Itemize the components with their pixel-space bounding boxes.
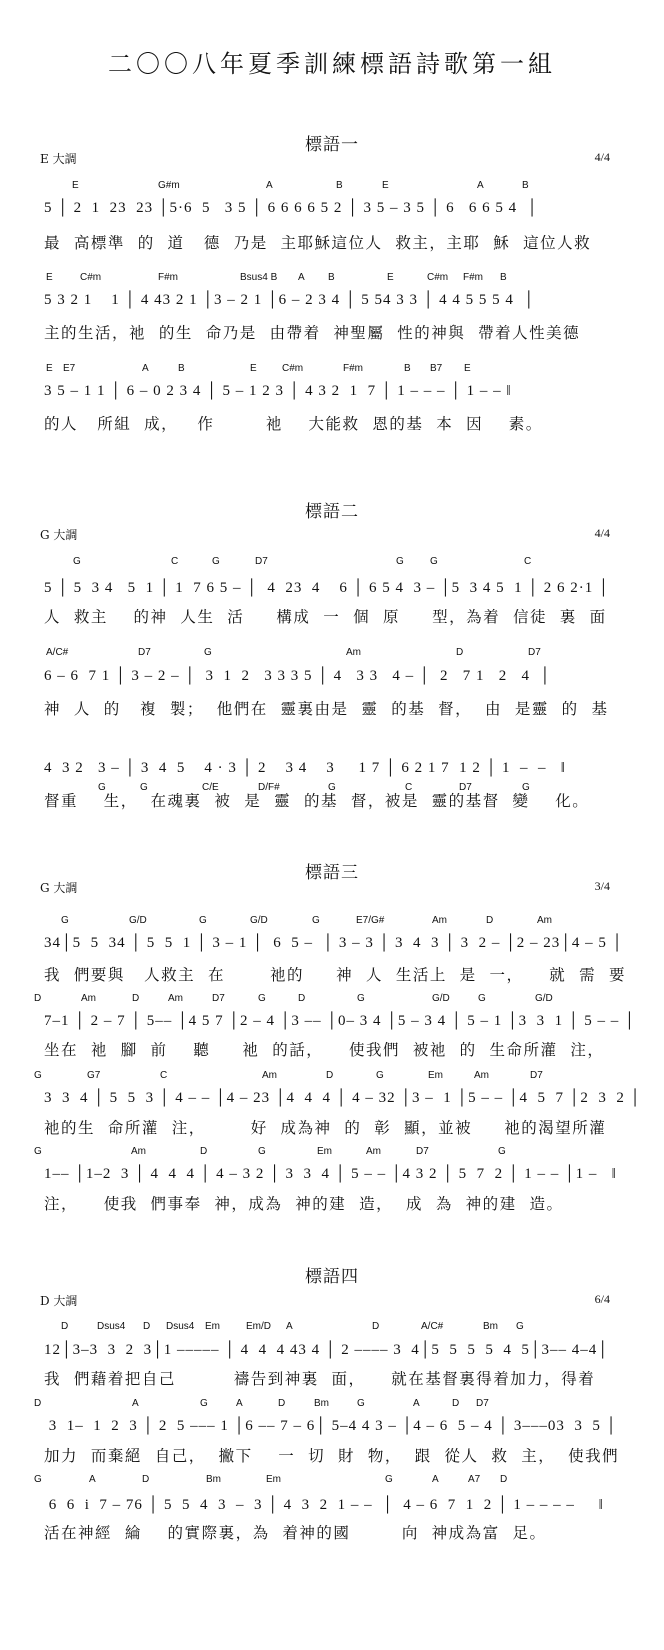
chord-symbol: C#m xyxy=(427,272,449,283)
chord-symbol: D7 xyxy=(476,1398,489,1409)
chord-symbol: F#m xyxy=(343,363,363,374)
key-signature: E 大調 xyxy=(40,152,77,166)
notation-line: 5 │ 2 1 23 23 │5·6 5 3 5 │ 6 6 6 6 5 2 │ 3 5 – 3 5 │ 6 6 6 5 4 │ xyxy=(44,200,539,216)
chord-symbol: Bm xyxy=(483,1321,498,1332)
chord-symbol: D xyxy=(34,1398,42,1409)
chord-symbol: A/C# xyxy=(421,1321,444,1332)
key-signature: D 大調 xyxy=(40,1294,78,1308)
chord-symbol: G xyxy=(385,1474,393,1485)
chord-line xyxy=(0,993,664,1007)
chord-symbol: Em xyxy=(317,1146,332,1157)
chord-symbol: C xyxy=(171,556,179,567)
time-signature: 4/4 xyxy=(594,150,610,164)
section-heading: 標語一 xyxy=(305,135,359,155)
chord-symbol: D xyxy=(278,1398,286,1409)
lyrics-line: 督重 生， 在魂裏 被 是 靈 的基 督，被是 靈的基督 變 化。 xyxy=(44,792,590,810)
chord-symbol: C xyxy=(160,1070,168,1081)
chord-symbol: D xyxy=(34,993,42,1004)
chord-symbol: A xyxy=(477,180,484,191)
chord-symbol: G xyxy=(478,993,486,1004)
chord-symbol: Am xyxy=(537,915,552,926)
lyrics-line: 祂的生 命所灌 注， 好 成為神 的 彰 顯，並被 祂的渴望所灌 xyxy=(44,1119,607,1137)
lyrics-line: 注， 使我 們事奉 神，成為 神的建 造， 成 為 神的建 造。 xyxy=(44,1195,564,1213)
lyrics-line: 最 高標準 的 道 德 乃是 主耶穌這位人 救主，主耶 穌 這位人救 xyxy=(44,234,592,252)
chord-symbol: G xyxy=(258,1146,266,1157)
chord-symbol: Bm xyxy=(206,1474,221,1485)
chord-symbol: D7 xyxy=(416,1146,429,1157)
chord-symbol: D7 xyxy=(459,782,472,793)
chord-symbol: E xyxy=(46,272,53,283)
chord-symbol: G#m xyxy=(158,180,180,191)
chord-symbol: B xyxy=(404,363,411,374)
lyrics-line: 人 救主 的神 人生 活 構成 一 個 原 型，為着 信徒 裏 面 xyxy=(44,608,607,626)
chord-symbol: G xyxy=(312,915,320,926)
lyrics-line: 神 人 的 複 製； 他們在 靈裏由是 靈 的基 督， 由 是靈 的 基 xyxy=(44,700,609,718)
chord-symbol: Dsus4 xyxy=(166,1321,195,1332)
chord-symbol: G xyxy=(140,782,148,793)
chord-symbol: Em/D xyxy=(246,1321,271,1332)
chord-line xyxy=(0,1474,664,1488)
chord-symbol: G xyxy=(200,1398,208,1409)
chord-symbol: G xyxy=(98,782,106,793)
chord-symbol: D/F# xyxy=(258,782,280,793)
chord-symbol: D xyxy=(61,1321,69,1332)
chord-symbol: G xyxy=(212,556,220,567)
chord-symbol: D xyxy=(142,1474,150,1485)
chord-symbol: G xyxy=(258,993,266,1004)
section-heading: 標語二 xyxy=(305,502,359,522)
notation-line: 6 6 i 7 – 76 │ 5 5 4 3 – 3 │ 4 3 2 1 – – │ 4 – 6 7 1 2 │ 1 – – – – ‖ xyxy=(44,1497,604,1513)
chord-symbol: G xyxy=(204,647,212,658)
time-signature: 3/4 xyxy=(594,879,610,893)
chord-symbol: F#m xyxy=(158,272,178,283)
chord-line xyxy=(0,647,664,661)
chord-symbol: D xyxy=(456,647,464,658)
page-title: 二〇〇八年夏季訓練標語詩歌第一組 xyxy=(108,50,556,78)
chord-symbol: D xyxy=(200,1146,208,1157)
chord-symbol: C xyxy=(405,782,413,793)
chord-symbol: A xyxy=(266,180,273,191)
chord-symbol: D xyxy=(326,1070,334,1081)
chord-symbol: G xyxy=(376,1070,384,1081)
chord-symbol: A xyxy=(413,1398,420,1409)
chord-symbol: E xyxy=(72,180,79,191)
chord-symbol: B7 xyxy=(430,363,443,374)
notation-line: 4 3 2 3 – │ 3 4 5 4 · 3 │ 2 3 4 3 1 7 │ 6 2 1 7 1 2 │ 1 – – ‖ xyxy=(44,760,566,776)
chord-line xyxy=(0,1146,664,1160)
chord-symbol: D7 xyxy=(530,1070,543,1081)
chord-line xyxy=(0,556,664,570)
notation-line: 6 – 6 7 1 │ 3 – 2 – │ 3 1 2 3 3 3 5 │ 4 3 3 4 – │ 2 7 1 2 4 │ xyxy=(44,668,552,684)
chord-symbol: Am xyxy=(432,915,447,926)
chord-symbol: Dsus4 xyxy=(97,1321,126,1332)
chord-line xyxy=(0,1398,664,1412)
notation-line: 7–1 │ 2 – 7 │ 5–– │4 5 7 │2 – 4 │3 –– │0– 3 4 │5 – 3 4 │ 5 – 1 │3 3 1 │ 5 – – │ xyxy=(44,1013,636,1029)
chord-symbol: E7/G# xyxy=(356,915,385,926)
chord-symbol: A xyxy=(142,363,149,374)
chord-symbol: C#m xyxy=(80,272,102,283)
chord-symbol: D xyxy=(143,1321,151,1332)
key-signature: G 大調 xyxy=(40,528,78,542)
chord-symbol: G xyxy=(34,1070,42,1081)
lyrics-line: 我 們要與 人救主 在 祂的 神 人 生活上 是 一， 就 需 要 xyxy=(44,966,626,984)
lyrics-line: 加力 而棄絕 自己， 撇下 一 切 財 物， 跟 從人 救 主， 使我們 xyxy=(44,1447,620,1465)
chord-line xyxy=(0,915,664,929)
chord-symbol: G xyxy=(61,915,69,926)
chord-symbol: B xyxy=(328,272,335,283)
notation-line: 3 3 4 │ 5 5 3 │ 4 – – │4 – 23 │4 4 4 │ 4 – 32 │3 – 1 │5 – – │4 5 7 │2 3 2 │ xyxy=(44,1090,642,1106)
chord-symbol: A xyxy=(298,272,305,283)
chord-symbol: G xyxy=(498,1146,506,1157)
chord-symbol: Am xyxy=(81,993,96,1004)
key-signature: G 大調 xyxy=(40,881,78,895)
chord-symbol: B xyxy=(336,180,343,191)
chord-symbol: D xyxy=(132,993,140,1004)
chord-symbol: G xyxy=(430,556,438,567)
chord-symbol: G xyxy=(34,1474,42,1485)
chord-symbol: G xyxy=(357,1398,365,1409)
chord-line xyxy=(0,272,664,286)
chord-symbol: E7 xyxy=(63,363,76,374)
chord-symbol: G/D xyxy=(535,993,553,1004)
chord-symbol: C xyxy=(524,556,532,567)
chord-symbol: D xyxy=(486,915,494,926)
chord-line xyxy=(0,363,664,377)
chord-symbol: A xyxy=(89,1474,96,1485)
chord-symbol: D xyxy=(298,993,306,1004)
chord-symbol: Am xyxy=(168,993,183,1004)
chord-symbol: Em xyxy=(205,1321,220,1332)
chord-symbol: G xyxy=(199,915,207,926)
chord-symbol: D7 xyxy=(212,993,225,1004)
chord-line xyxy=(0,1321,664,1335)
time-signature: 6/4 xyxy=(594,1292,610,1306)
chord-symbol: Am xyxy=(474,1070,489,1081)
chord-symbol: B xyxy=(500,272,507,283)
chord-symbol: A7 xyxy=(468,1474,481,1485)
time-signature: 4/4 xyxy=(594,526,610,540)
chord-symbol: A xyxy=(132,1398,139,1409)
chord-symbol: Am xyxy=(131,1146,146,1157)
notation-line: 12│3–3 3 2 3│1 ––––– │ 4 4 4 43 4 │ 2 –––– 3 4│5 5 5 5 4 5│3–– 4–4│ xyxy=(44,1342,609,1358)
chord-symbol: F#m xyxy=(463,272,483,283)
chord-symbol: G xyxy=(522,782,530,793)
chord-line xyxy=(0,1070,664,1084)
notation-line: 1–– │1–2 3 │ 4 4 4 │ 4 – 3 2 │ 3 3 4 │ 5 – – │4 3 2 │ 5 7 2 │ 1 – – │1 – ‖ xyxy=(44,1166,617,1182)
chord-symbol: G xyxy=(73,556,81,567)
chord-symbol: D xyxy=(452,1398,460,1409)
lyrics-line: 我 們藉着把自己 禱告到神裏 面， 就在基督裏得着加力，得着 xyxy=(44,1370,596,1388)
chord-symbol: Bm xyxy=(314,1398,329,1409)
chord-symbol: A/C# xyxy=(46,647,69,658)
notation-line: 3 1– 1 2 3 │ 2 5 ––– 1 │6 –– 7 – 6│ 5–4 4 3 – │4 – 6 5 – 4 │ 3–––03 3 5 │ xyxy=(44,1418,618,1434)
chord-symbol: G xyxy=(328,782,336,793)
chord-symbol: B xyxy=(522,180,529,191)
chord-symbol: E xyxy=(387,272,394,283)
chord-symbol: G/D xyxy=(250,915,268,926)
chord-symbol: E xyxy=(382,180,389,191)
chord-symbol: Am xyxy=(346,647,361,658)
chord-symbol: A xyxy=(286,1321,293,1332)
chord-symbol: B xyxy=(178,363,185,374)
lyrics-line: 的人 所組 成， 作 祂 大能救 恩的基 本 因 素。 xyxy=(44,415,543,433)
chord-line xyxy=(0,180,664,194)
notation-line: 5 │ 5 3 4 5 1 │ 1 7 6 5 – │ 4 23 4 6 │ 6 5 4 3 – │5 3 4 5 1 │ 2 6 2·1 │ xyxy=(44,580,610,596)
chord-symbol: Bsus4 B xyxy=(240,272,278,283)
chord-symbol: G xyxy=(34,1146,42,1157)
lyrics-line: 主的生活，祂 的生 命乃是 由帶着 神聖屬 性的神與 帶着人性美德 xyxy=(44,324,581,342)
chord-symbol: Em xyxy=(266,1474,281,1485)
chord-symbol: Am xyxy=(366,1146,381,1157)
chord-symbol: D xyxy=(372,1321,380,1332)
chord-symbol: D xyxy=(500,1474,508,1485)
chord-symbol: Em xyxy=(428,1070,443,1081)
chord-symbol: E xyxy=(250,363,257,374)
chord-symbol: G xyxy=(357,993,365,1004)
chord-symbol: D7 xyxy=(255,556,268,567)
chord-symbol: G xyxy=(396,556,404,567)
section-heading: 標語四 xyxy=(305,1267,359,1287)
chord-symbol: G7 xyxy=(87,1070,101,1081)
lyrics-line: 活在神經 綸 的實際裏，為 着神的國 向 神成為富 足。 xyxy=(44,1524,547,1542)
chord-symbol: A xyxy=(236,1398,243,1409)
chord-symbol: E xyxy=(464,363,471,374)
notation-line: 5 3 2 1 1 │ 4 43 2 1 │3 – 2 1 │6 – 2 3 4 │ 5 54 3 3 │ 4 4 5 5 5 4 │ xyxy=(44,292,536,308)
chord-symbol: D7 xyxy=(138,647,151,658)
chord-symbol: A xyxy=(432,1474,439,1485)
notation-line: 34│5 5 34 │ 5 5 1 │ 3 – 1 │ 6 5 – │ 3 – 3 │ 3 4 3 │ 3 2 – │2 – 23│4 – 5 │ xyxy=(44,935,624,951)
lyrics-line: 坐在 祂 腳 前 聽 祂 的話， 使我們 被祂 的 生命所灌 注， xyxy=(44,1041,605,1059)
chord-symbol: G/D xyxy=(432,993,450,1004)
chord-symbol: E xyxy=(46,363,53,374)
notation-line: 3 5 – 1 1 │ 6 – 0 2 3 4 │ 5 – 1 2 3 │ 4 3 2 1 7 │ 1 – – – │ 1 – – ‖ xyxy=(44,383,512,399)
chord-symbol: G/D xyxy=(129,915,147,926)
chord-symbol: C#m xyxy=(282,363,304,374)
section-heading: 標語三 xyxy=(305,863,359,883)
chord-symbol: D7 xyxy=(528,647,541,658)
chord-symbol: C/E xyxy=(202,782,219,793)
chord-symbol: Am xyxy=(262,1070,277,1081)
chord-symbol: G xyxy=(516,1321,524,1332)
